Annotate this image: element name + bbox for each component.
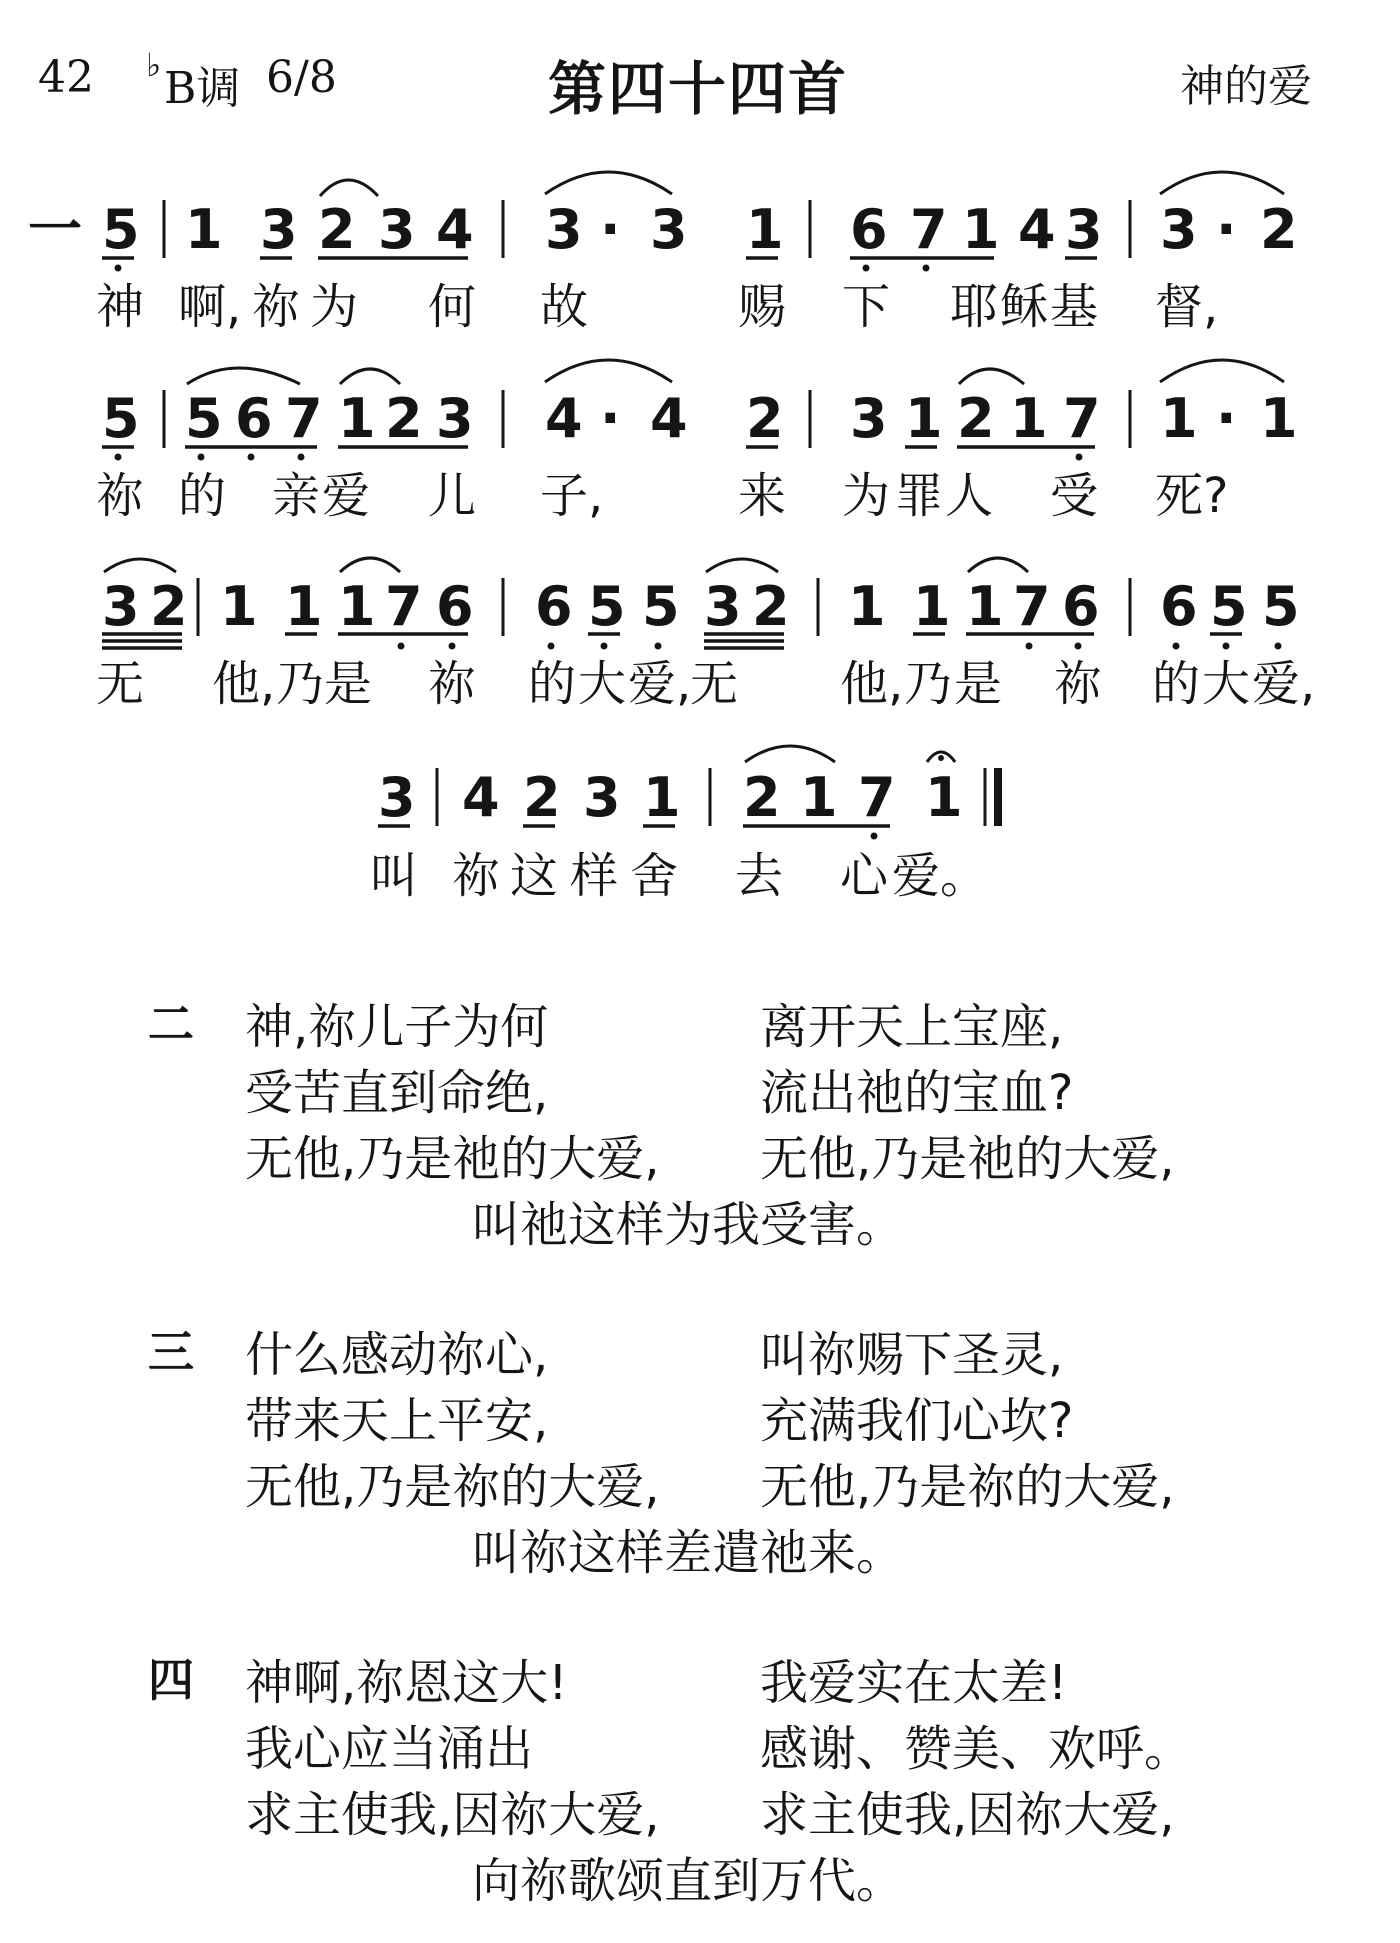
note: 5 xyxy=(1262,575,1300,638)
lyric: 来 xyxy=(738,468,787,524)
note: 5 xyxy=(588,575,626,638)
lyric: 大 xyxy=(578,656,627,712)
lyric: 故 xyxy=(540,279,589,335)
lyric: 罪 xyxy=(895,468,944,524)
note: 7 xyxy=(1013,575,1051,638)
time-signature: 6/8 xyxy=(266,52,337,103)
verse-line-right: 感谢、赞美、欢呼。 xyxy=(760,1721,1193,1777)
verse-line-right: 离开天上宝座, xyxy=(760,999,1064,1055)
hymn-title: 第四十四首 xyxy=(548,55,849,123)
note: 4 xyxy=(650,387,688,450)
low-octave-dot xyxy=(871,833,878,840)
verse-line-left: 无他,乃是祂的大爱, xyxy=(245,1131,660,1187)
verse-final-line: 叫祢这样差遣祂来。 xyxy=(472,1525,905,1581)
lyric: 为 xyxy=(310,279,359,335)
note: 4 xyxy=(436,198,474,261)
note: 5 xyxy=(185,387,223,450)
verse-line-right: 我爱实在太差! xyxy=(760,1655,1068,1711)
lyric: 亲 xyxy=(272,468,321,524)
note: 1 xyxy=(848,575,886,638)
note: 3 xyxy=(704,575,742,638)
note: 2 xyxy=(752,575,790,638)
hymn-subtitle: 神的爱 xyxy=(1180,61,1312,112)
lyric: 无 xyxy=(690,656,739,712)
lyric: 这 xyxy=(510,848,559,904)
fermata-dot xyxy=(938,755,944,761)
lyric: 样 xyxy=(570,848,619,904)
lyric: 耶 xyxy=(950,279,999,335)
lyric: 祢 xyxy=(252,279,301,335)
lyric: 督, xyxy=(1155,279,1219,335)
slur xyxy=(706,559,778,572)
note: 1 xyxy=(925,766,963,829)
lyric: 赐 xyxy=(738,279,787,335)
lyric: 为 xyxy=(842,468,891,524)
verse-line-right: 叫祢赐下圣灵, xyxy=(760,1327,1064,1383)
low-octave-dot xyxy=(398,643,405,650)
note: 1 xyxy=(913,575,951,638)
verse-line-right: 流出祂的宝血? xyxy=(760,1065,1074,1121)
verse-line-left: 神,祢儿子为何 xyxy=(245,999,549,1055)
note: 1 xyxy=(1160,387,1198,450)
note: 2 xyxy=(523,766,561,829)
note: 6 xyxy=(535,575,573,638)
note: 4 xyxy=(1018,198,1056,261)
lyric: 乃 xyxy=(276,656,325,712)
lyric: 神 xyxy=(96,279,145,335)
lyric: 叫 xyxy=(370,848,419,904)
lyric: 死? xyxy=(1155,468,1229,524)
note: 4 xyxy=(545,387,583,450)
note: 6 xyxy=(436,575,474,638)
line3-lyrics xyxy=(96,656,1315,712)
lyric: 子, xyxy=(540,468,604,524)
lyric: 舍 xyxy=(630,848,679,904)
line3-notes xyxy=(102,575,1300,638)
score-line-1 xyxy=(28,172,1298,335)
verse-line-left: 神啊,祢恩这大! xyxy=(245,1655,568,1711)
note: 1 xyxy=(338,575,376,638)
low-octave-dot xyxy=(248,454,255,461)
lyric: 儿 xyxy=(428,468,477,524)
low-octave-dot xyxy=(863,265,870,272)
note: 1 xyxy=(800,766,838,829)
low-octave-dot xyxy=(548,643,555,650)
verse-line-right: 充满我们心坎? xyxy=(760,1393,1074,1449)
note: 3 xyxy=(102,575,140,638)
note: 1 xyxy=(220,575,258,638)
note-dot: · xyxy=(1216,198,1237,261)
slur xyxy=(1160,172,1284,194)
note: 3 xyxy=(1160,198,1198,261)
slur xyxy=(959,369,1024,384)
note: 5 xyxy=(1210,575,1248,638)
lyric: 祢 xyxy=(1054,656,1103,712)
lyric: 的 xyxy=(1152,656,1201,712)
low-octave-dot xyxy=(1173,643,1180,650)
note: 5 xyxy=(102,387,140,450)
note: 3 xyxy=(650,198,688,261)
note-dot: · xyxy=(1216,387,1237,450)
low-octave-dot xyxy=(1026,643,1033,650)
lyric: 的 xyxy=(528,656,577,712)
note: 1 xyxy=(905,387,943,450)
slur xyxy=(745,746,835,762)
verse-line-right: 求主使我,因祢大爱, xyxy=(760,1787,1175,1843)
note: 1 xyxy=(285,575,323,638)
low-octave-dot xyxy=(601,643,608,650)
verse-number: 二 xyxy=(148,997,194,1051)
note: 6 xyxy=(235,387,273,450)
verse-number-1: 一 xyxy=(28,198,82,261)
note: 3 xyxy=(436,387,474,450)
note: 2 xyxy=(150,575,188,638)
line1-lyrics xyxy=(96,279,1218,335)
verse-final-line: 叫祂这样为我受害。 xyxy=(472,1197,905,1253)
line1-notes xyxy=(102,198,1298,261)
line2-lyrics xyxy=(96,468,1228,524)
lyric: 乃 xyxy=(904,656,953,712)
note-dot: · xyxy=(600,387,621,450)
note: 2 xyxy=(746,387,784,450)
verse-line-left: 什么感动祢心, xyxy=(245,1327,549,1383)
low-octave-dot xyxy=(1275,643,1282,650)
lyric: 去 xyxy=(735,848,784,904)
low-octave-dot xyxy=(115,454,122,461)
lyric: 爱。 xyxy=(892,848,989,904)
note: 6 xyxy=(850,198,888,261)
lyric: 是 xyxy=(954,656,1003,712)
note: 6 xyxy=(1160,575,1198,638)
note-dot: · xyxy=(600,198,621,261)
lyric: 他, xyxy=(840,656,904,712)
note: 3 xyxy=(850,387,888,450)
note: 7 xyxy=(858,766,896,829)
lyric: 下 xyxy=(842,279,891,335)
slur xyxy=(104,559,176,572)
low-octave-dot xyxy=(298,454,305,461)
score-line-4 xyxy=(370,746,998,904)
note: 1 xyxy=(966,575,1004,638)
note: 3 xyxy=(378,766,416,829)
note: 2 xyxy=(1260,198,1298,261)
note: 1 xyxy=(962,198,1000,261)
low-octave-dot xyxy=(923,265,930,272)
line4-lyrics xyxy=(370,848,988,904)
lyric: 爱, xyxy=(1252,656,1316,712)
slur xyxy=(187,368,300,384)
low-octave-dot xyxy=(198,454,205,461)
verse-final-line: 向祢歌颂直到万代。 xyxy=(472,1853,905,1909)
lyric: 基 xyxy=(1050,279,1099,335)
slur xyxy=(340,369,400,384)
note: 3 xyxy=(378,198,416,261)
lyric: 爱 xyxy=(322,468,371,524)
slur xyxy=(1160,360,1284,382)
low-octave-dot xyxy=(1076,454,1083,461)
lyric: 受 xyxy=(1050,468,1099,524)
lyric: 稣 xyxy=(1000,279,1049,335)
verse-line-right: 无他,乃是祂的大爱, xyxy=(760,1131,1175,1187)
note: 1 xyxy=(338,387,376,450)
lyric: 他, xyxy=(212,656,276,712)
slur xyxy=(340,558,400,572)
low-octave-dot xyxy=(1075,643,1082,650)
note: 3 xyxy=(1065,198,1103,261)
lyric: 祢 xyxy=(428,656,477,712)
score-line-2 xyxy=(96,360,1298,524)
lyric: 的 xyxy=(178,468,227,524)
lyric: 祢 xyxy=(452,848,501,904)
verse-line-left: 我心应当涌出 xyxy=(245,1721,534,1777)
key-signature: B调 xyxy=(164,63,241,114)
verse-number: 三 xyxy=(148,1325,194,1379)
note: 5 xyxy=(102,198,140,261)
verse-line-left: 带来天上平安, xyxy=(245,1393,549,1449)
line4-notes xyxy=(378,766,963,829)
note: 7 xyxy=(285,387,323,450)
verse-line-left: 受苦直到命绝, xyxy=(245,1065,549,1121)
note: 1 xyxy=(746,198,784,261)
note: 1 xyxy=(643,766,681,829)
note: 2 xyxy=(385,387,423,450)
low-octave-dot xyxy=(1223,643,1230,650)
note: 4 xyxy=(462,766,500,829)
note: 3 xyxy=(260,198,298,261)
note: 3 xyxy=(545,198,583,261)
low-octave-dot xyxy=(449,643,456,650)
lyric: 无 xyxy=(96,656,145,712)
note: 6 xyxy=(1062,575,1100,638)
verse-line-left: 求主使我,因祢大爱, xyxy=(245,1787,660,1843)
verse-line-left: 无他,乃是祢的大爱, xyxy=(245,1459,660,1515)
low-octave-dot xyxy=(115,265,122,272)
note: 5 xyxy=(642,575,680,638)
lyric: 人 xyxy=(945,468,994,524)
note: 7 xyxy=(1063,387,1101,450)
note: 7 xyxy=(385,575,423,638)
score-line-3 xyxy=(96,558,1315,712)
lyric: 是 xyxy=(324,656,373,712)
slur xyxy=(545,172,672,194)
lyric: 啊, xyxy=(178,279,242,335)
note: 1 xyxy=(185,198,223,261)
flat-sign: ♭ xyxy=(146,46,162,84)
lyric: 爱, xyxy=(628,656,692,712)
slur xyxy=(545,360,672,382)
note: 2 xyxy=(957,387,995,450)
note: 2 xyxy=(318,198,356,261)
lyric: 何 xyxy=(428,279,477,335)
note: 3 xyxy=(583,766,621,829)
note: 7 xyxy=(910,198,948,261)
slur xyxy=(968,558,1028,572)
note: 1 xyxy=(1010,387,1048,450)
lyric: 心 xyxy=(840,848,889,904)
slur xyxy=(320,180,378,196)
lyric: 祢 xyxy=(96,468,145,524)
verse-line-right: 无他,乃是祢的大爱, xyxy=(760,1459,1175,1515)
page-number: 42 xyxy=(38,52,94,103)
verse-number: 四 xyxy=(148,1653,194,1707)
note: 1 xyxy=(1260,387,1298,450)
low-octave-dot xyxy=(655,643,662,650)
note: 2 xyxy=(743,766,781,829)
line2-notes xyxy=(102,387,1298,450)
lyric: 大 xyxy=(1202,656,1251,712)
jianpu-score xyxy=(0,0,1400,920)
